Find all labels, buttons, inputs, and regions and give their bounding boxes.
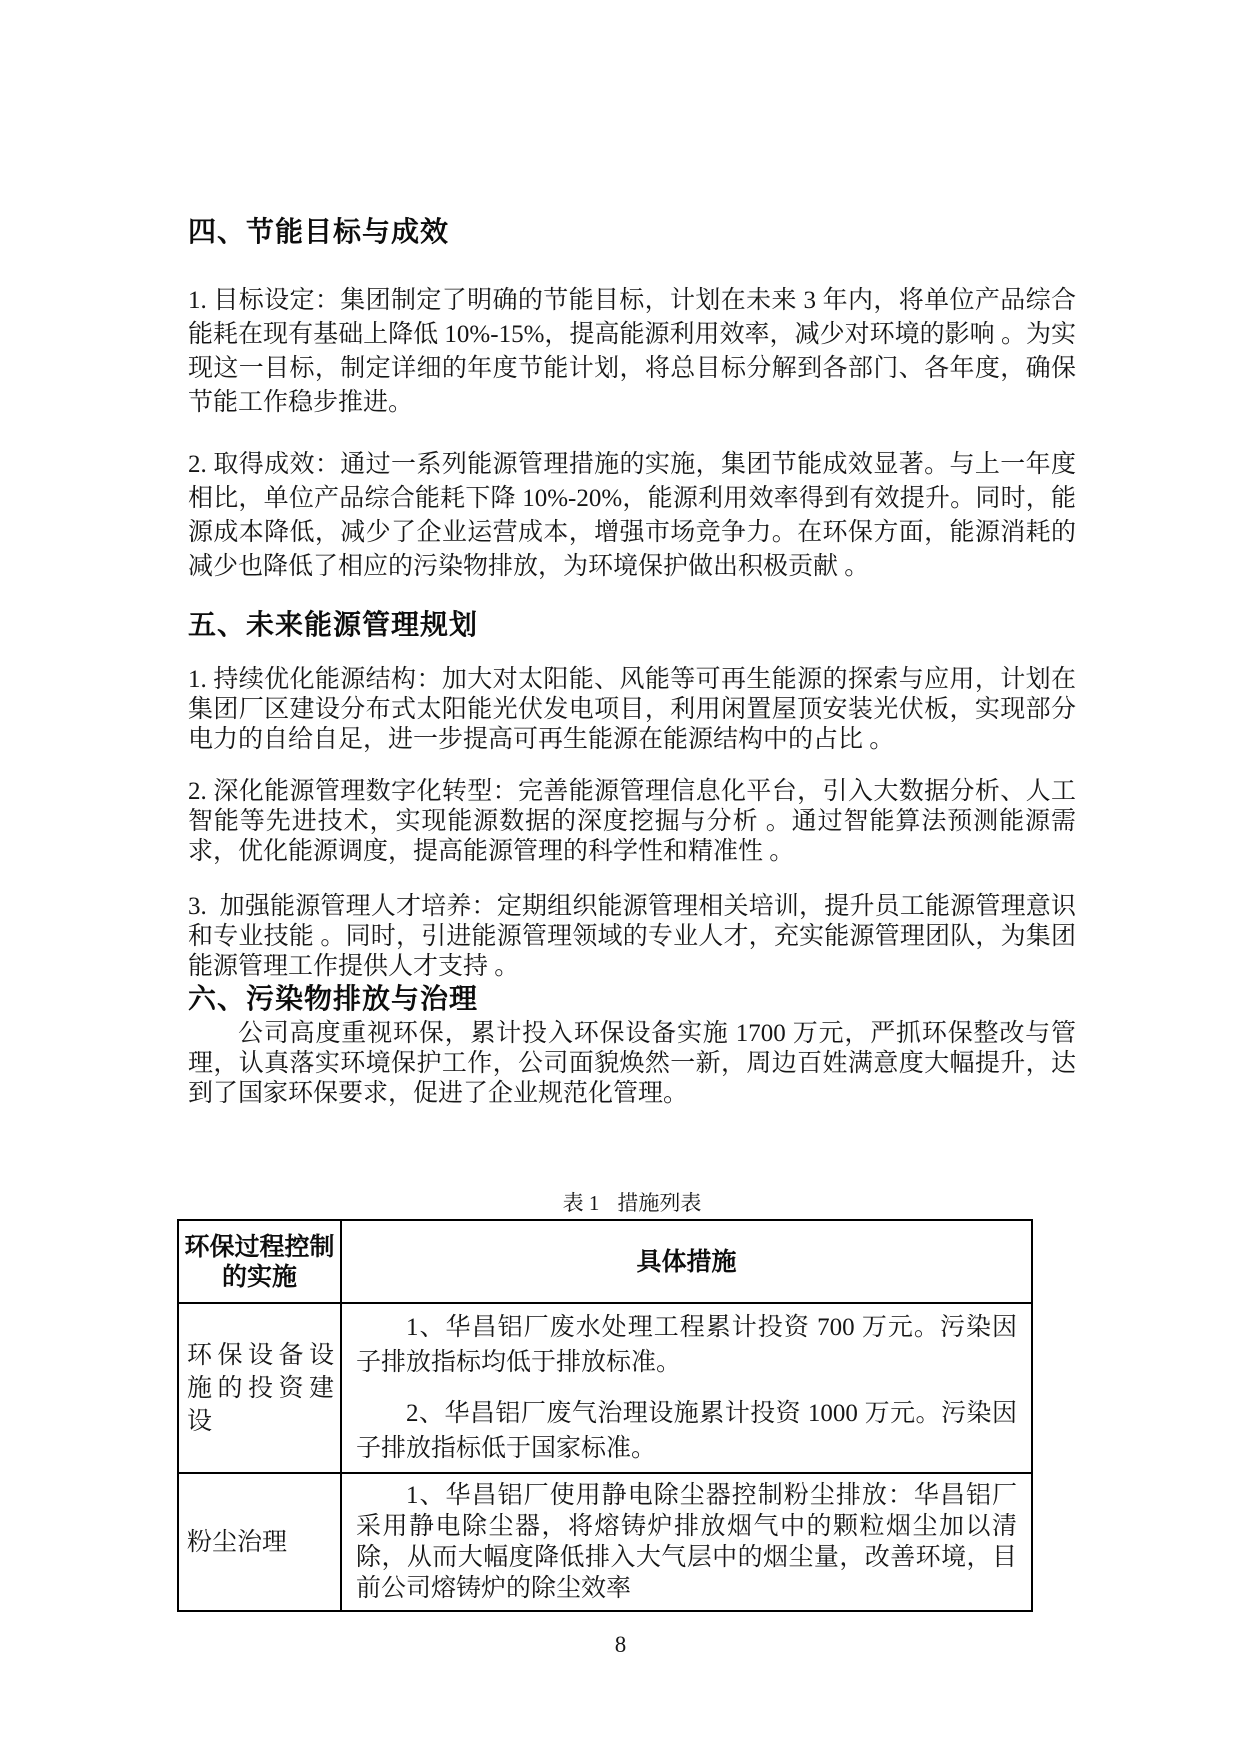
table-row — [178, 1303, 1032, 1473]
table-caption-label: 表 1 — [562, 1191, 600, 1215]
table-header-specific-measures: 具体措施 — [341, 1220, 1032, 1303]
page-number: 8 — [614, 1632, 627, 1657]
row-measures-dust-control — [341, 1473, 1032, 1611]
table-row — [178, 1473, 1032, 1611]
section-heading-6: 六、污染物排放与治理 — [188, 983, 479, 1014]
section-heading-5: 五、未来能源管理规划 — [188, 609, 479, 640]
measure-item: 1、华昌铝厂使用静电除尘器控制粉尘排放：华昌铝厂采用静电除尘器，将熔铸炉排放烟气中的颗粒烟尘加以清除，从而大幅度降低排入大气层中的烟尘量，改善环境，目前公司熔铸炉的除尘效率 — [356, 1482, 1017, 1602]
paragraph-digital-transformation: 2. 深化能源管理数字化转型：完善能源管理信息化平台，引入大数据分析、人工智能等先进技术，实现能源数据的深度挖掘与分析 。通过智能算法预测能源需求，优化能源调度，提高能源管理的科学性和精准性 。 — [188, 778, 1076, 865]
paragraph-talent-training: 3. 加强能源管理人才培养：定期组织能源管理相关培训，提升员工能源管理意识和专业技能 。同时，引进能源管理领域的专业人才，充实能源管理团队，为集团能源管理工作提供人才支持 。 — [188, 893, 1076, 980]
table-caption — [188, 1190, 1076, 1216]
measures-table — [177, 1219, 1033, 1612]
table-header-row — [178, 1220, 1032, 1303]
row-label-equipment-investment: 环保设备设施的投资建设 — [178, 1303, 341, 1473]
measure-item: 1、华昌铝厂废水处理工程累计投资 700 万元。污染因子排放指标均低于排放标准。 — [356, 1314, 1017, 1376]
measure-item: 2、华昌铝厂废气治理设施累计投资 1000 万元。污染因子排放指标低于国家标准。 — [356, 1400, 1017, 1462]
row-label-dust-control: 粉尘治理 — [178, 1473, 341, 1611]
paragraph-achievements: 2. 取得成效：通过一系列能源管理措施的实施，集团节能成效显著。与上一年度相比，单位产品综合能耗下降 10%-20%，能源利用效率得到有效提升。同时，能源成本降低，减少了企业运营成本，增强市场竞争力。在环保方面，能源消耗的减少也降低了相应的污染物排放，为环境保护做出积极贡献 。 — [188, 451, 1076, 580]
document-content — [184, 215, 1076, 1612]
section-heading-4: 四、节能目标与成效 — [188, 216, 450, 247]
row-measures-equipment-investment — [341, 1303, 1032, 1473]
table-header-process-control: 环保过程控制的实施 — [178, 1220, 341, 1303]
paragraph-energy-structure: 1. 持续优化能源结构：加大对太阳能、风能等可再生能源的探索与应用，计划在集团厂区建设分布式太阳能光伏发电项目，利用闲置屋顶安装光伏板，实现部分电力的自给自足，进一步提高可再生能源在能源结构中的占比 。 — [188, 666, 1076, 753]
table-caption-title: 措施列表 — [617, 1191, 702, 1215]
paragraph-goal-setting: 1. 目标设定：集团制定了明确的节能目标，计划在未来 3 年内，将单位产品综合能耗在现有基础上降低 10%-15%，提高能源利用效率，减少对环境的影响 。为实现这一目标，制定详细的年度节能计划，将总目标分解到各部门、各年度，确保节能工作稳步推进。 — [188, 287, 1076, 416]
paragraph-environment-investment: 公司高度重视环保，累计投入环保设备实施 1700 万元，严抓环保整改与管理，认真落实环境保护工作，公司面貌焕然一新，周边百姓满意度大幅提升，达到了国家环保要求，促进了企业规范化管理。 — [188, 1020, 1076, 1107]
